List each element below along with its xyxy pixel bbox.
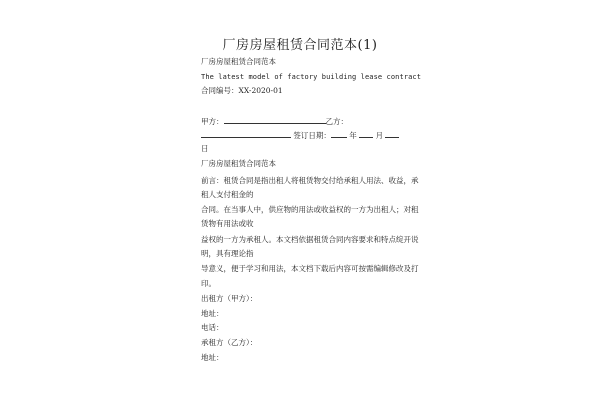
lessor-address-label: 地址：	[201, 309, 224, 318]
preface-line-2: 租人支付租金的	[201, 190, 254, 199]
preface-line-8: 印。	[201, 279, 216, 288]
month-label: 月	[375, 131, 384, 140]
preface-line-4: 赁物有用法或收	[201, 219, 254, 228]
english-title: The latest model of factory building lease contract	[201, 73, 422, 81]
document-title: 厂房房屋租赁合同范本(1)	[222, 38, 378, 53]
lessor-label: 出租方（甲方）：	[201, 294, 258, 303]
lessee-label: 承租方（乙方）：	[201, 338, 258, 347]
preface-line-3: 合同。在当事人中，供应物的用法或收益权的一方为出租人；对租	[201, 205, 419, 214]
preface-line-7: 导意义，便于学习和用法，本文档下载后内容可按需编辑修改及打	[201, 264, 419, 273]
year-label: 年	[349, 131, 357, 140]
party-a-blank	[224, 116, 326, 124]
document-subtitle: 厂房房屋租赁合同范本	[201, 57, 276, 66]
party-line	[201, 116, 348, 127]
day-label: 日	[201, 144, 209, 153]
month-blank	[359, 130, 373, 138]
phone-label: 电话：	[201, 323, 224, 332]
contract-number: 合同编号：XX-2020-01	[201, 86, 283, 95]
party-a-label: 甲方：	[201, 117, 224, 126]
preface-line-1: 前言：租赁合同是指出租人将租赁物交付给承租人用法、收益，承	[201, 176, 419, 185]
party-b-blank	[201, 130, 291, 138]
preface-line-6: 明，具有理论指	[201, 249, 254, 258]
party-b-label: 乙方：	[325, 117, 348, 126]
heading-repeat: 厂房房屋租赁合同范本	[201, 159, 276, 168]
lessee-address-label: 地址：	[201, 353, 224, 362]
year-blank	[331, 130, 347, 138]
sign-date-line	[201, 130, 399, 141]
sign-date-label: 签订日期：	[293, 131, 331, 140]
day-blank	[385, 130, 399, 138]
preface-line-5: 益权的一方为承租人。本文档依据租赁合同内容要求和特点绽开说	[201, 235, 419, 244]
